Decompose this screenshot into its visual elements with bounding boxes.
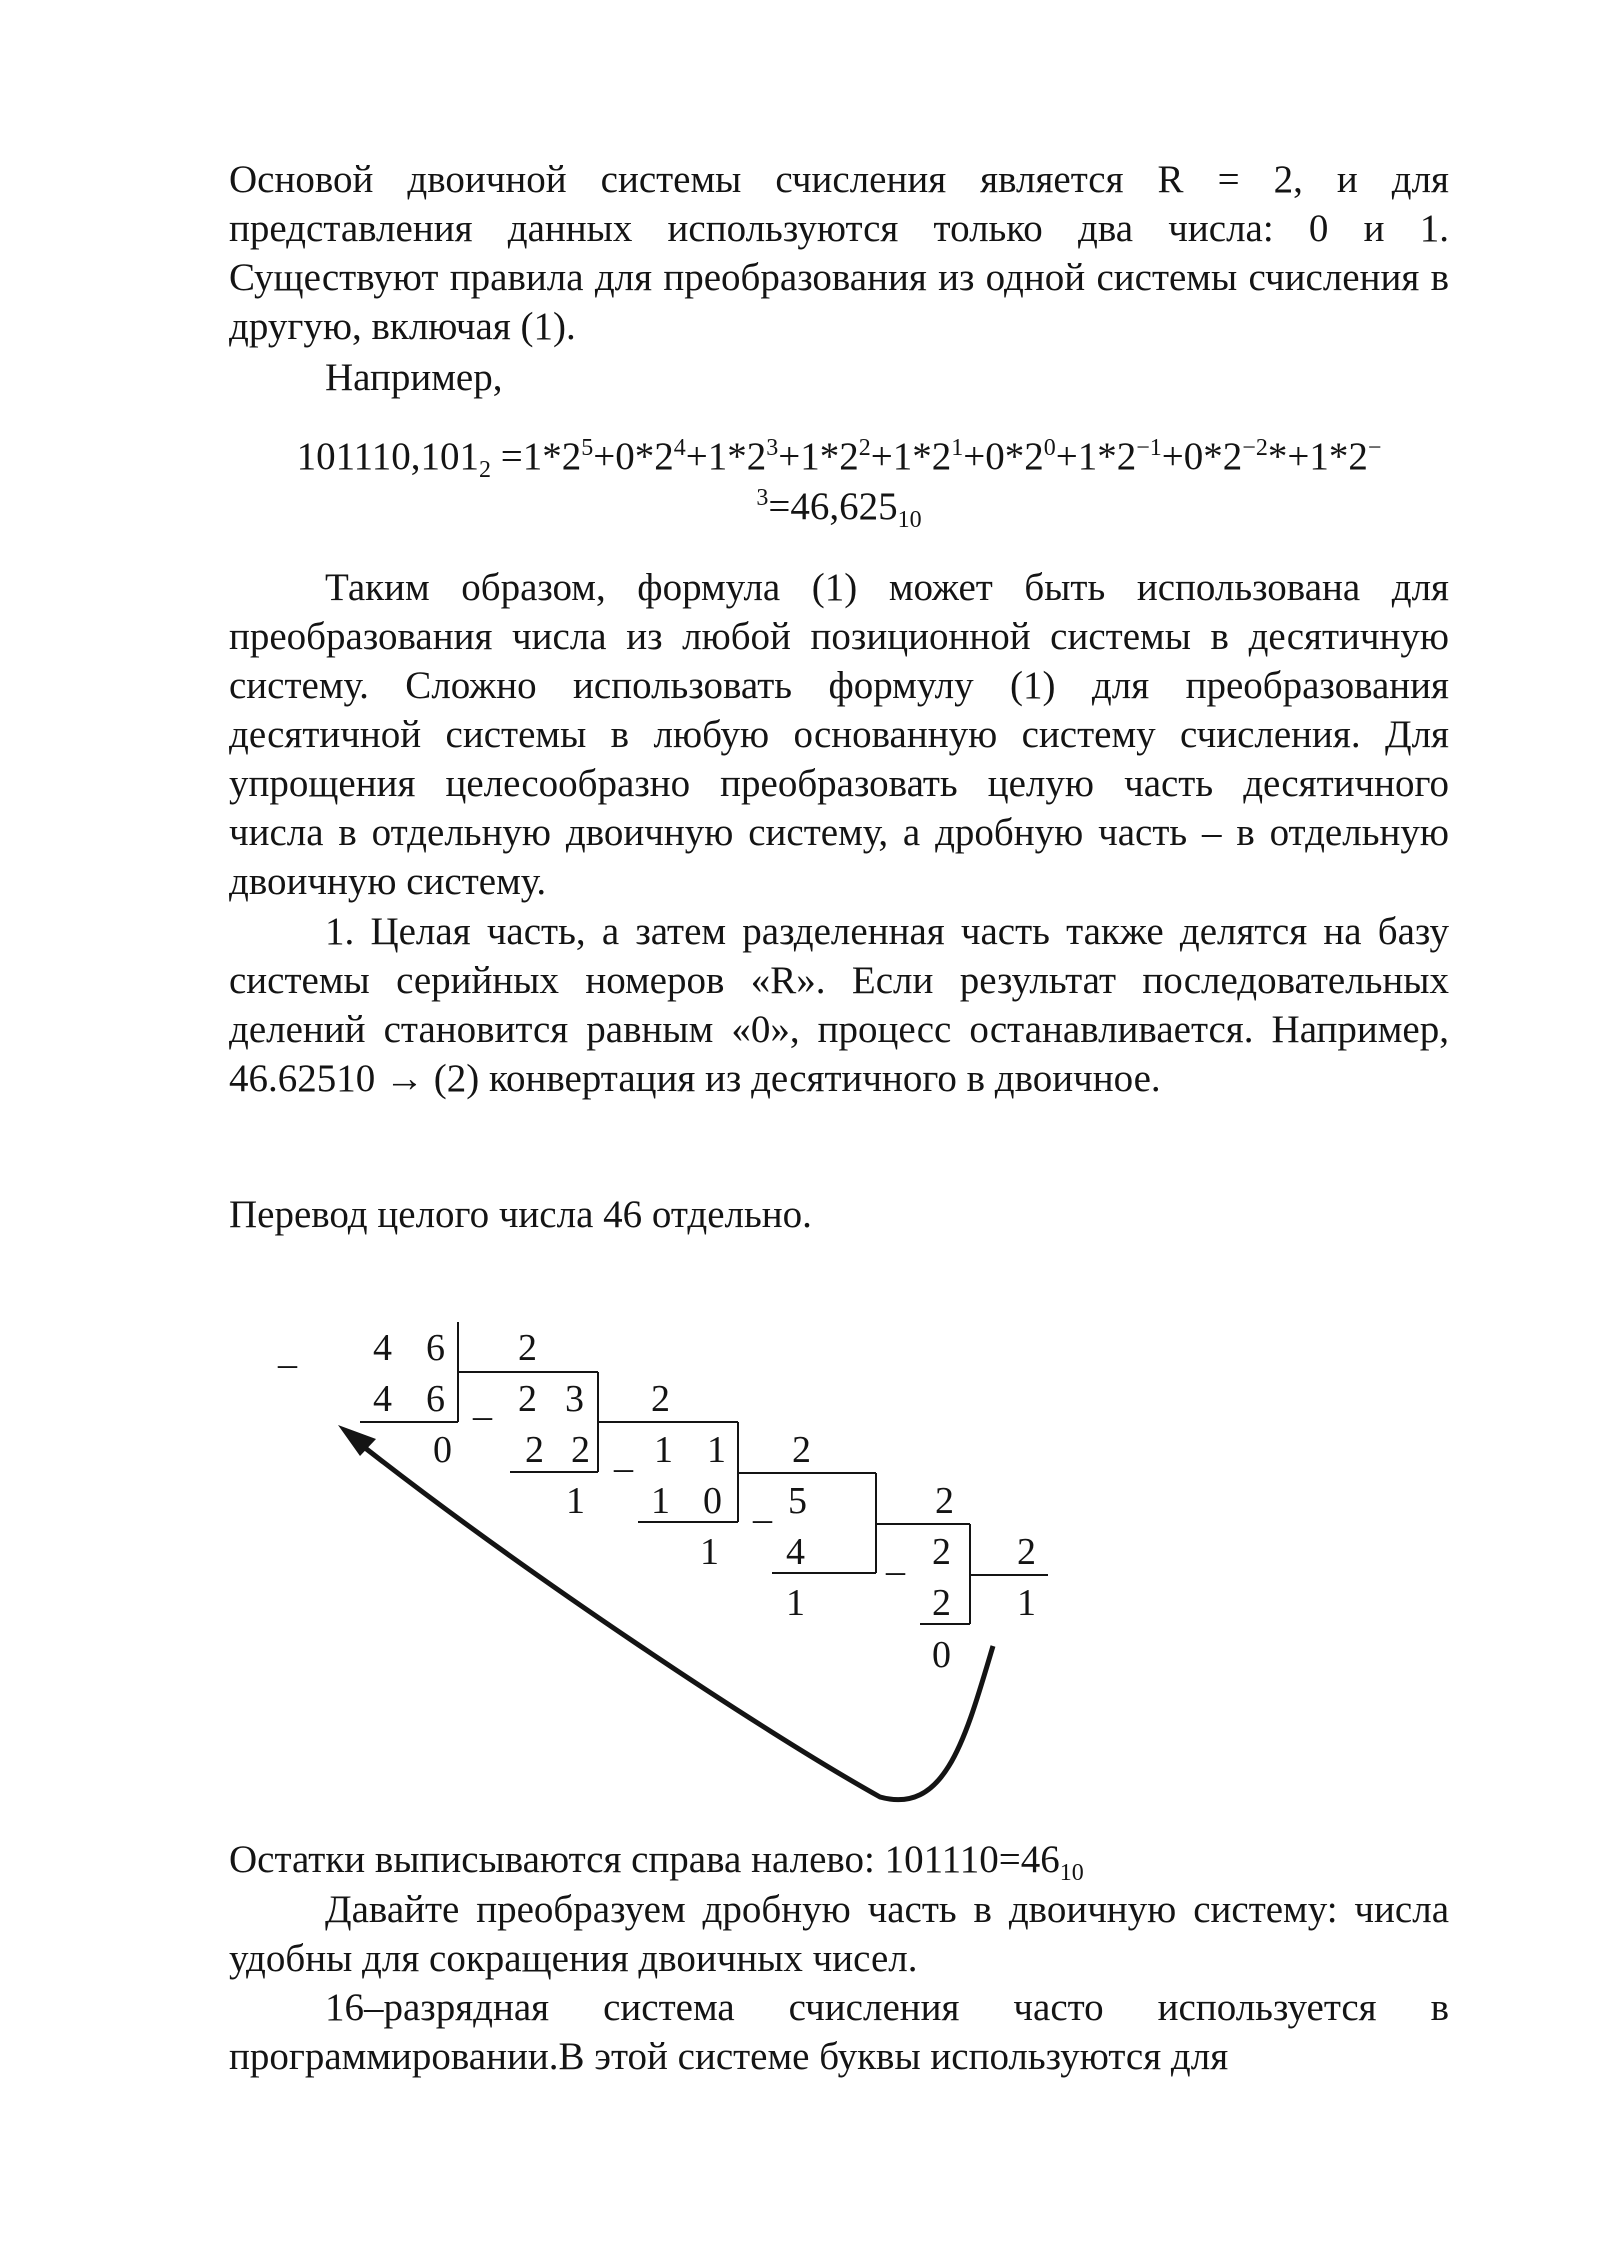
diagram-digit: 4	[786, 1531, 805, 1573]
diagram-digit: 0	[703, 1480, 722, 1522]
formula-lhs: 101110,101	[296, 435, 479, 478]
diagram-digit: 2	[518, 1327, 537, 1369]
formula-exponent: −2	[1242, 435, 1268, 461]
minus-sign: _	[278, 1330, 297, 1372]
diagram-digit: 2	[792, 1429, 811, 1471]
formula-exponent: 5	[581, 435, 594, 461]
paragraph-formula-usage: Таким образом, формула (1) может быть использована для преобразования числа из любой позиционной системы в десятичную систему. Сложно использовать формулу (1) для преобразования десятичной системы в любую основанную систему счисления. Для упрощения целесообразно преобразовать целую часть десятичного числа в отдельную двоичную систему, а дробную часть – в отдельную двоичную систему.	[229, 566, 1449, 903]
paragraph-hexadecimal: 16–разрядная система счисления часто используется в программировании.В этой системе буквы используются для	[229, 1986, 1449, 2078]
diagram-digit: 1	[566, 1480, 585, 1522]
paragraph-example-intro: Например,	[325, 356, 503, 399]
formula-exponent: −	[1367, 435, 1382, 461]
formula-result-base: 10	[897, 507, 922, 533]
paragraph-fraction-conversion: Давайте преобразуем дробную часть в двоичную систему: числа удобны для сокращения двоичных чисел.	[229, 1888, 1449, 1980]
remainder-direction-arrow	[355, 1440, 993, 1800]
formula-term: +0*2	[593, 435, 674, 478]
formula-term: +1*2	[1055, 435, 1137, 478]
diagram-digit: 0	[433, 1429, 452, 1471]
remainders-base: 10	[1059, 1860, 1084, 1886]
formula-exponent: 4	[673, 435, 686, 461]
formula-term: +0*2	[963, 435, 1044, 478]
diagram-digit: 3	[565, 1378, 584, 1420]
diagram-digit: 6	[426, 1327, 445, 1369]
formula-term: +0*2	[1161, 435, 1243, 478]
diagram-digit: 2	[932, 1531, 951, 1573]
formula-exponent: 2	[858, 435, 871, 461]
diagram-digit: 2	[571, 1429, 590, 1471]
diagram-digit: 2	[935, 1480, 954, 1522]
diagram-digit: 1	[1017, 1582, 1036, 1624]
division-lines	[360, 1322, 1048, 1624]
diagram-digit: 2	[518, 1378, 537, 1420]
paragraph-integer-conversion: Перевод целого числа 46 отдельно.	[229, 1193, 812, 1236]
formula-exponent: 1	[951, 435, 964, 461]
paragraph-remainders-result	[229, 1835, 1084, 1884]
diagram-digit: 1	[700, 1531, 719, 1573]
diagram-digit: 1	[786, 1582, 805, 1624]
formula-term: 1*2	[522, 435, 582, 478]
minus-sign: _	[473, 1382, 492, 1424]
formula-term: +1*2	[685, 435, 767, 478]
formula-exponent: −1	[1136, 435, 1162, 461]
formula-result: =46,625	[768, 485, 898, 528]
diagram-digit: 2	[932, 1582, 951, 1624]
paragraph-integer-part-rule: 1. Целая часть, а затем разделенная часть также делятся на базу системы серийных номеров «R». Если результат последовательных делений становится равным «0», процесс останавливается. Например, 46.62510 → (2) конвертация из десятичного в двоичное.	[229, 910, 1449, 1100]
formula-term: +1*2	[778, 435, 859, 478]
diagram-digit: 5	[788, 1480, 807, 1522]
formula-equals: =	[490, 435, 523, 478]
diagram-digit: 2	[1017, 1531, 1036, 1573]
formula-term: +1*2	[870, 435, 952, 478]
diagram-digit: 1	[651, 1480, 670, 1522]
diagram-digit: 2	[525, 1429, 544, 1471]
minus-sign: _	[886, 1537, 905, 1579]
diagram-digit: 1	[707, 1429, 726, 1471]
formula-exponent-continued: 3	[756, 485, 769, 511]
formula-exponent: 0	[1043, 435, 1056, 461]
paragraph-binary-base: Основой двоичной системы счисления является R = 2, и для представления данных используются только два числа: 0 и 1. Существуют правила для преобразования из одной системы счисления в другую, включая (1).	[229, 158, 1449, 348]
minus-sign: _	[753, 1485, 772, 1527]
formula-lhs-base: 2	[478, 457, 491, 483]
diagram-digit: 6	[426, 1378, 445, 1420]
diagram-digit: 1	[654, 1429, 673, 1471]
formula-term: *+1*2	[1267, 435, 1368, 478]
diagram-digit: 0	[932, 1634, 951, 1676]
diagram-digit: 4	[373, 1327, 392, 1369]
minus-sign: _	[614, 1434, 633, 1476]
diagram-digit: 4	[373, 1378, 392, 1420]
remainders-text: Остатки выписываются справа налево: 101110=46	[229, 1838, 1060, 1881]
diagram-digit: 2	[651, 1378, 670, 1420]
formula-exponent: 3	[766, 435, 779, 461]
